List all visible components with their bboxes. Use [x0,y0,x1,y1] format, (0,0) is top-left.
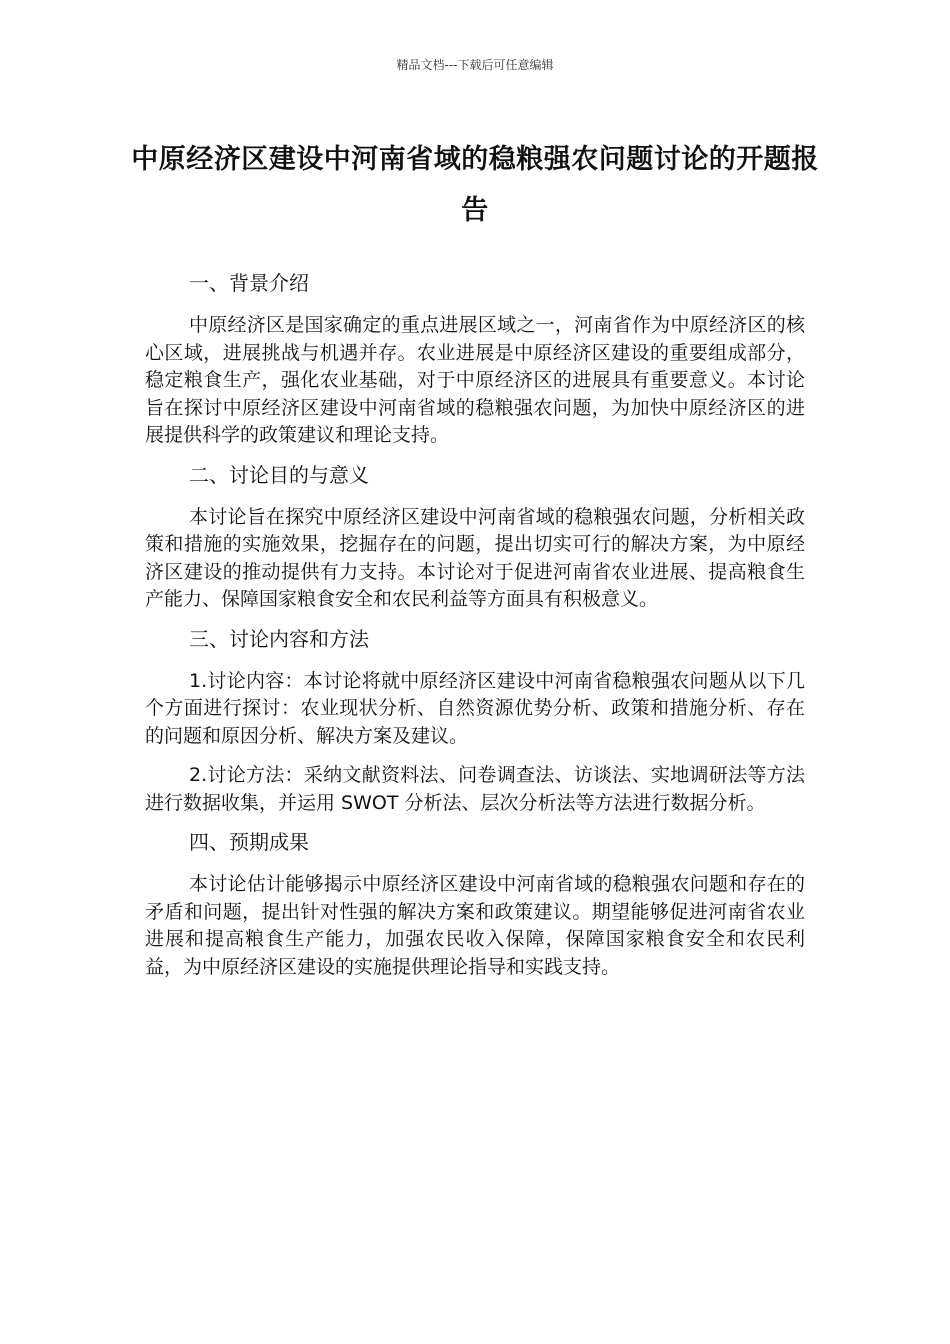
page-header: 精品文档---下载后可任意编辑 [396,58,554,72]
section-background [145,270,805,450]
section-expected-results [145,829,805,981]
section-heading: 一、背景介绍 [189,271,309,295]
paragraph: 2.讨论方法：采纳文献资料法、问卷调查法、访谈法、实地调研法等方法进行数据收集，并运用 SWOT 分析法、层次分析法等方法进行数据分析。 [145,764,805,814]
paragraph: 本讨论估计能够揭示中原经济区建设中河南省域的稳粮强农问题和存在的矛盾和问题，提出针对性强的解决方案和政策建议。期望能够促进河南省农业进展和提高粮食生产能力，加强农民收入保障，保障国家粮食安全和农民利益，为中原经济区建设的实施提供理论指导和实践支持。 [145,873,805,978]
section-content-method [145,626,805,818]
section-purpose [145,462,805,614]
document-title: 中原经济区建设中河南省域的稳粮强农问题讨论的开题报告 [131,144,819,226]
paragraph: 本讨论旨在探究中原经济区建设中河南省域的稳粮强农问题，分析相关政策和措施的实施效果，挖掘存在的问题，提出切实可行的解决方案，为中原经济区建设的推动提供有力支持。本讨论对于促进河南省农业进展、提高粮食生产能力、保障国家粮食安全和农民利益等方面具有积极意义。 [145,505,805,610]
paragraph: 1.讨论内容：本讨论将就中原经济区建设中河南省稳粮强农问题从以下几个方面进行探讨：农业现状分析、自然资源优势分析、政策和措施分析、存在的问题和原因分析、解决方案及建议。 [145,669,805,747]
document-body [145,270,805,993]
paragraph: 中原经济区是国家确定的重点进展区域之一，河南省作为中原经济区的核心区域，进展挑战与机遇并存。农业进展是中原经济区建设的重要组成部分，稳定粮食生产，强化农业基础，对于中原经济区的进展具有重要意义。本讨论旨在探讨中原经济区建设中河南省域的稳粮强农问题，为加快中原经济区的进展提供科学的政策建议和理论支持。 [145,314,805,446]
section-heading: 三、讨论内容和方法 [189,626,369,651]
section-heading: 四、预期成果 [189,830,309,854]
section-heading: 二、讨论目的与意义 [189,462,369,487]
